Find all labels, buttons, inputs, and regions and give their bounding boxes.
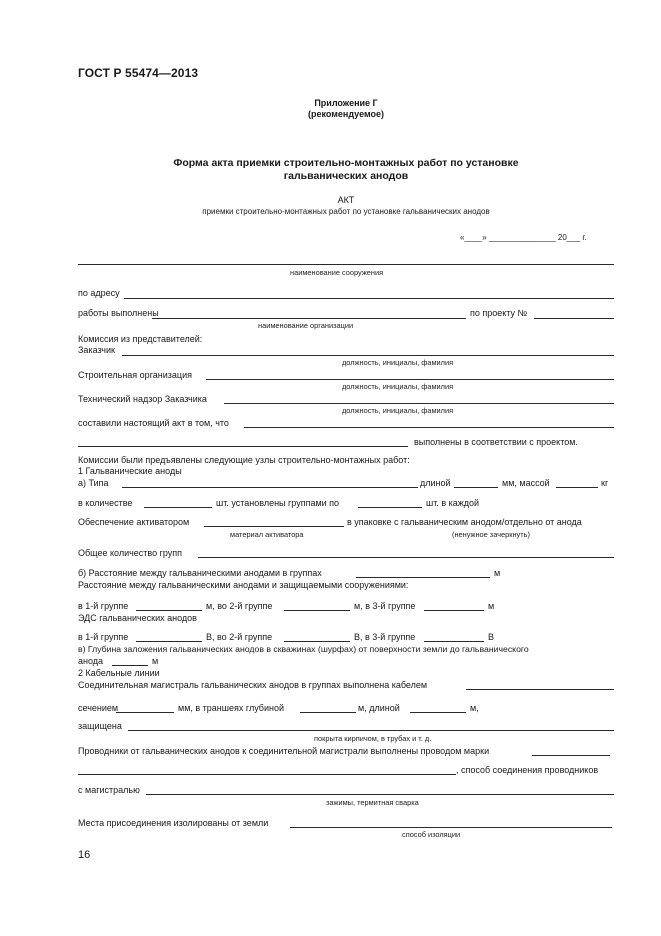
trench-label: мм, в траншеях глубиной	[178, 703, 284, 713]
protected-line	[128, 730, 614, 731]
type-label: а) Типа	[78, 478, 109, 488]
groups-label: шт. установлены группами по	[216, 498, 340, 508]
emf-g3-label: В, в 3-й группе	[354, 632, 416, 642]
protected-label: защищена	[78, 721, 122, 731]
kg-label: кг	[601, 478, 609, 488]
customer-label: Заказчик	[78, 345, 115, 355]
section-1c-label: в) Глубина заложения гальванических анодов в скважинах (шурфах) от поверхности земли до гальванического	[78, 644, 529, 654]
total-groups-label: Общее количество групп	[78, 548, 183, 558]
project-no-line	[534, 318, 614, 319]
each-label: шт. в каждой	[426, 498, 480, 508]
appendix-title: Приложение Г	[314, 98, 378, 108]
address-line	[124, 298, 614, 299]
emf-g1-label: в 1-й группе	[78, 632, 129, 642]
insulated-label: Места присоединения изолированы от земли	[78, 818, 269, 828]
works-done-label: работы выполнены	[78, 308, 159, 318]
customer-position-caption: должность, инициалы, фамилия	[342, 358, 454, 367]
distance-structures-label: Расстояние между гальваническими анодами и защищаемыми сооружениями:	[78, 580, 409, 590]
insulated-line	[290, 827, 612, 828]
activator-line	[204, 526, 344, 527]
presented-label: Комиссии были предъявлены следующие узлы строительно-монтажных работ:	[78, 455, 410, 465]
mass-line	[556, 487, 598, 488]
builder-label: Строительная организация	[78, 370, 192, 380]
section-1b-label: б) Расстояние между гальваническими анодами в группах	[78, 568, 322, 578]
dist-g3-label: м, в 3-й группе	[354, 601, 416, 611]
cable-label: Соединительная магистраль гальванических анодов в группах выполнена кабелем	[78, 680, 428, 690]
emf-g2-label: В, во 2-й группе	[206, 632, 273, 642]
org-caption: наименование организации	[258, 321, 354, 330]
dist-g3-line	[424, 610, 484, 611]
length-line	[454, 487, 498, 488]
customer-line	[122, 355, 614, 356]
total-groups-line	[198, 557, 614, 558]
depth-line	[112, 665, 148, 666]
type-line	[122, 487, 418, 488]
appendix-note: (рекомендуемое)	[308, 109, 384, 119]
tech-supervision-label: Технический надзор Заказчика	[78, 394, 207, 404]
object-caption: наименование сооружения	[290, 268, 384, 277]
act-word: АКТ	[337, 195, 355, 205]
emf-g2-line	[284, 641, 350, 642]
dist-g1-label: в 1-й группе	[78, 601, 129, 611]
section-label: сечением	[78, 703, 119, 713]
clamp-caption: зажимы, термитная сварка	[326, 798, 419, 807]
protect-caption: покрыта кирпичом, в трубах и т. д.	[314, 734, 432, 743]
activator-label: Обеспечение активатором	[78, 517, 190, 527]
length-2-line	[410, 712, 466, 713]
length-2-unit: м,	[470, 703, 479, 713]
activator-caption: материал активатора	[230, 530, 304, 539]
drew-up-line	[244, 427, 614, 428]
section-line	[116, 712, 174, 713]
tech-position-caption: должность, инициалы, фамилия	[342, 406, 454, 415]
trench-line	[300, 712, 356, 713]
section-1-label: 1 Гальванические аноды	[78, 466, 182, 476]
tech-supervision-line	[224, 403, 614, 404]
commission-label: Комиссия из представителей:	[78, 334, 203, 344]
connect-method-label: , способ соединения проводников	[456, 765, 599, 775]
emf-g3-line	[424, 641, 484, 642]
dist-g3-unit: м	[488, 601, 495, 611]
anode-label: анода	[78, 656, 104, 666]
dist-g2-line	[284, 610, 350, 611]
quantity-line	[144, 507, 212, 508]
object-name-line	[78, 264, 614, 265]
wire-brand-line	[532, 755, 610, 756]
work-description-line	[78, 446, 408, 447]
groups-line	[358, 507, 422, 508]
length-label: длиной	[420, 478, 451, 488]
project-no-label: по проекту №	[470, 308, 528, 318]
section-2-label: 2 Кабельные линии	[78, 668, 160, 678]
with-main-line	[146, 794, 614, 795]
emf-g1-line	[136, 641, 202, 642]
mass-label: мм, массой	[502, 478, 550, 488]
depth-unit: м	[152, 656, 159, 666]
done-per-project-label: выполнены в соответствии с проектом.	[414, 437, 578, 447]
address-label: по адресу	[78, 288, 120, 298]
form-title-line-2: гальванических анодов	[283, 170, 409, 182]
wire-line	[78, 774, 456, 775]
dist-g2-label: м, во 2-й группе	[206, 601, 273, 611]
group-distance-line	[356, 577, 490, 578]
page-number: 16	[78, 849, 91, 861]
conductors-label: Проводники от гальванических анодов к соединительной магистрали выполнены проводом марки	[78, 746, 490, 756]
act-subtitle: приемки строительно-монтажных работ по установке гальванических анодов	[202, 207, 490, 216]
strike-caption: (ненужное зачеркнуть)	[452, 530, 530, 539]
length-2-label: м, длиной	[358, 703, 400, 713]
standard-header: ГОСТ Р 55474—2013	[78, 66, 199, 80]
builder-line	[206, 379, 614, 380]
form-title-line-1: Форма акта приемки строительно-монтажных работ по установке	[173, 157, 519, 169]
builder-position-caption: должность, инициалы, фамилия	[342, 382, 454, 391]
group-distance-unit: м	[494, 568, 501, 578]
date-line: «____» _______________ 20___ г.	[460, 233, 587, 242]
drew-up-label: составили настоящий акт в том, что	[78, 418, 229, 428]
org-line	[152, 318, 466, 319]
dist-g1-line	[136, 610, 202, 611]
emf-g3-unit: В	[488, 632, 495, 642]
quantity-label: в количестве	[78, 498, 133, 508]
package-label: в упаковке с гальваническим анодом/отдельно от анода	[347, 517, 582, 527]
emf-label: ЭДС гальванических анодов	[78, 613, 197, 623]
cable-line	[466, 689, 614, 690]
with-main-label: с магистралью	[78, 785, 140, 795]
insul-caption: способ изоляции	[402, 830, 461, 839]
